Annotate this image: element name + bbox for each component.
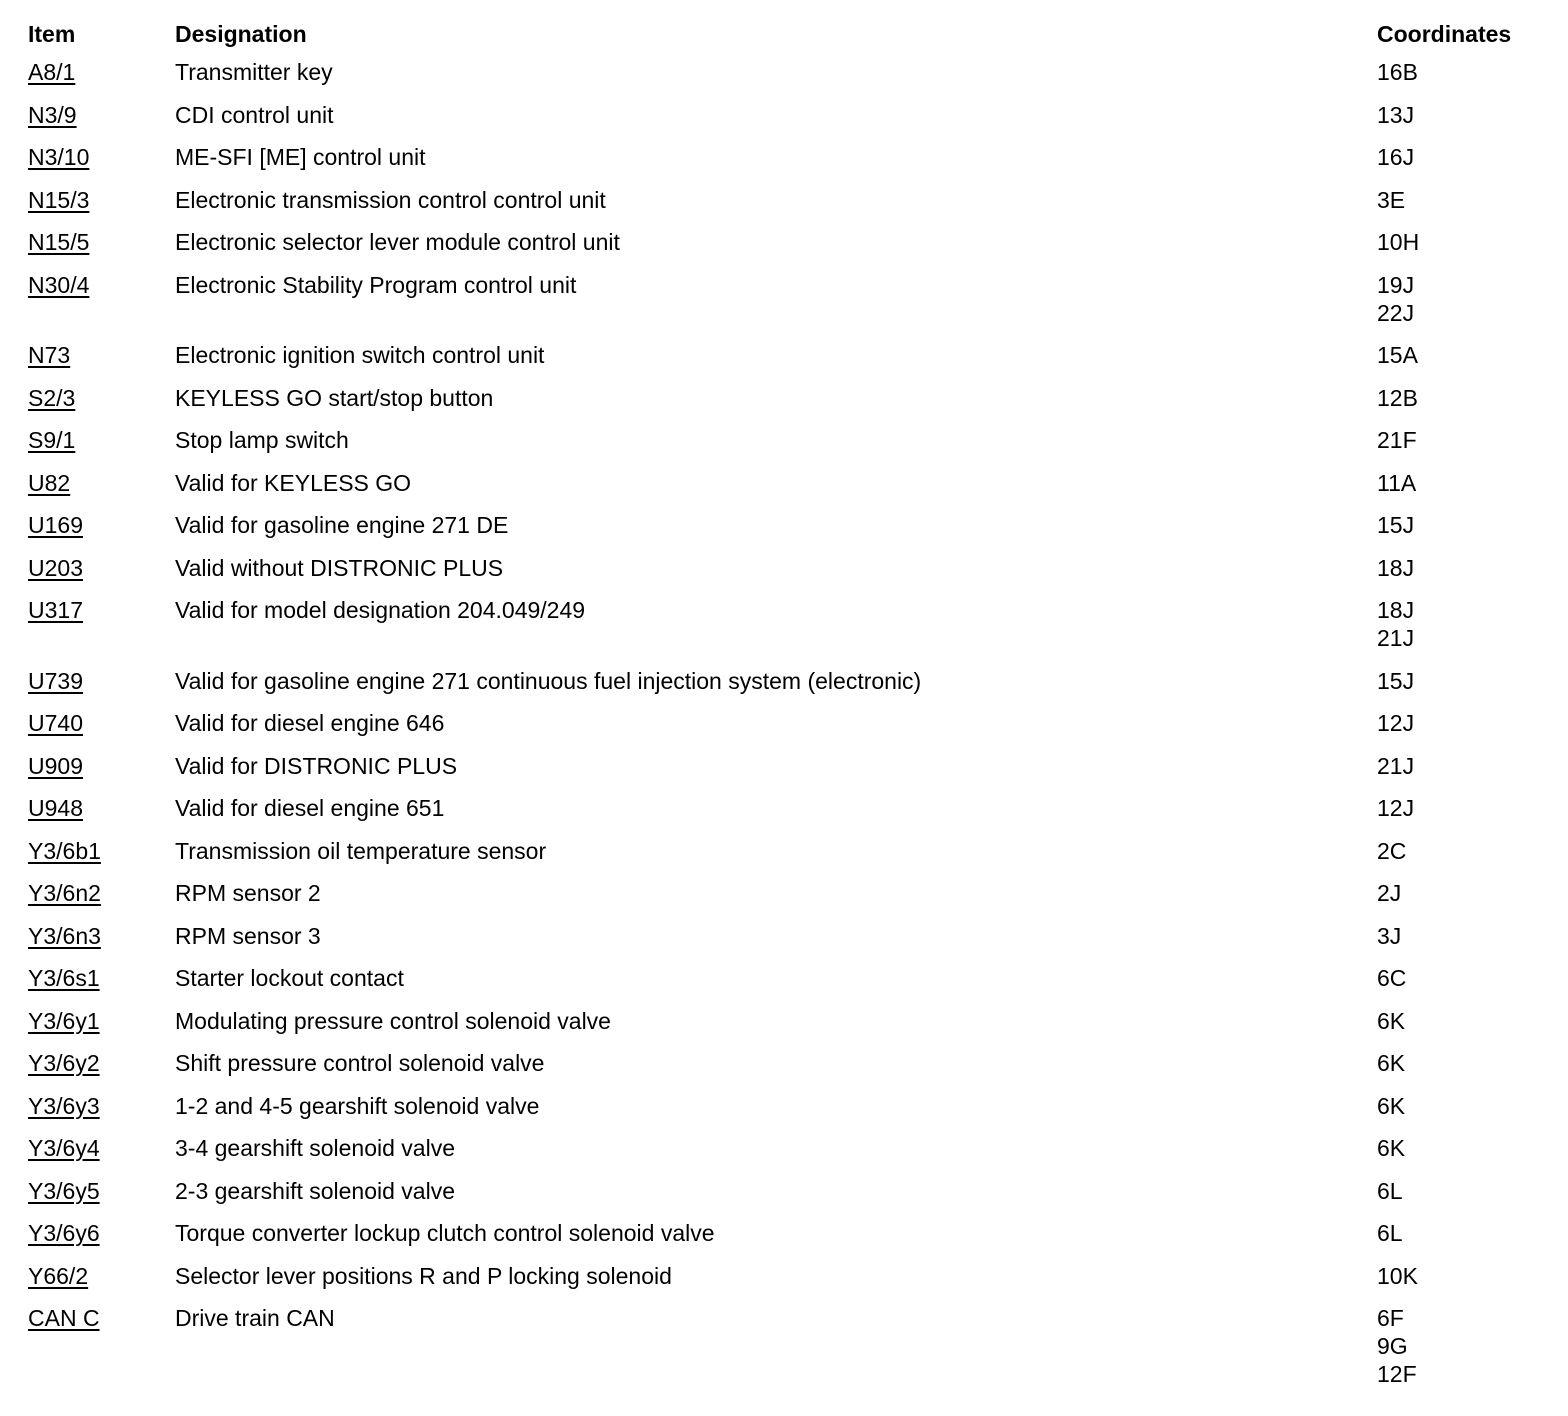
coordinates-cell xyxy=(1377,837,1548,865)
table-row xyxy=(28,999,1548,1042)
item-link[interactable]: Y3/6n2 xyxy=(28,880,101,906)
item-cell xyxy=(28,554,175,582)
item-cell xyxy=(28,271,175,299)
coordinate-value: 12J xyxy=(1377,710,1415,736)
table-row xyxy=(28,1126,1548,1169)
coordinate-value: 21F xyxy=(1377,427,1417,453)
coordinates-cell xyxy=(1377,1007,1548,1035)
coordinate-value: 15A xyxy=(1377,342,1418,368)
coordinates-cell xyxy=(1377,271,1548,327)
coordinates-cell xyxy=(1377,101,1548,129)
designation-cell: Valid for diesel engine 651 xyxy=(175,795,445,821)
designation-cell: Valid for diesel engine 646 xyxy=(175,710,445,736)
designation-cell: RPM sensor 3 xyxy=(175,922,321,949)
coordinates-cell xyxy=(1377,384,1548,412)
coordinates-cell xyxy=(1377,1304,1548,1388)
item-link[interactable]: S9/1 xyxy=(28,427,76,453)
item-link[interactable]: N15/3 xyxy=(28,186,90,213)
table-row xyxy=(28,333,1548,376)
coordinate-value: 18J xyxy=(1377,554,1415,581)
item-cell xyxy=(28,101,175,129)
coordinates-cell xyxy=(1377,667,1548,695)
coordinate-value: 3E xyxy=(1377,186,1406,213)
item-cell xyxy=(28,667,175,695)
coordinates-cell xyxy=(1377,922,1548,950)
item-link[interactable]: U317 xyxy=(28,597,83,623)
designation-cell: Transmitter key xyxy=(175,59,333,85)
table-row xyxy=(28,829,1548,872)
coordinate-value: 12F xyxy=(1377,1361,1417,1387)
coordinates-cell xyxy=(1377,1092,1548,1120)
table-row xyxy=(28,418,1548,461)
header-coordinates: Coordinates xyxy=(1377,20,1512,47)
item-link[interactable]: CAN C xyxy=(28,1305,100,1331)
designation-cell: Shift pressure control solenoid valve xyxy=(175,1050,545,1076)
coordinate-value: 15J xyxy=(1377,512,1415,538)
coordinates-cell xyxy=(1377,794,1548,822)
coordinates-cell xyxy=(1377,511,1548,539)
designation-cell: Valid for model designation 204.049/249 xyxy=(175,597,586,623)
designation-cell: Valid for gasoline engine 271 continuous fuel injection system (electronic) xyxy=(175,667,922,694)
item-cell xyxy=(28,879,175,907)
table-row xyxy=(28,50,1548,93)
item-cell xyxy=(28,1007,175,1035)
item-link[interactable]: Y3/6b1 xyxy=(28,837,101,864)
coordinate-value: 21J xyxy=(1377,625,1415,651)
item-link[interactable]: S2/3 xyxy=(28,384,76,411)
coordinate-value: 6K xyxy=(1377,1050,1406,1076)
coordinate-value: 6F xyxy=(1377,1305,1404,1331)
table-row xyxy=(28,1296,1548,1395)
table-row xyxy=(28,93,1548,136)
coordinate-value: 15J xyxy=(1377,667,1415,694)
item-link[interactable]: U203 xyxy=(28,554,83,581)
coordinate-value: 22J xyxy=(1377,299,1415,326)
coordinates-cell xyxy=(1377,1219,1548,1247)
item-cell xyxy=(28,709,175,737)
designation-cell: Selector lever positions R and P locking solenoid xyxy=(175,1262,672,1289)
designation-cell: Valid for gasoline engine 271 DE xyxy=(175,512,509,538)
item-cell xyxy=(28,426,175,454)
item-cell xyxy=(28,1092,175,1120)
item-cell xyxy=(28,1177,175,1205)
item-cell xyxy=(28,964,175,992)
designation-cell: Electronic ignition switch control unit xyxy=(175,342,545,368)
table-row xyxy=(28,659,1548,702)
table-row xyxy=(28,263,1548,334)
coordinate-value: 10K xyxy=(1377,1262,1418,1289)
coordinates-cell xyxy=(1377,341,1548,369)
item-link[interactable]: A8/1 xyxy=(28,59,76,85)
coordinate-value: 6K xyxy=(1377,1135,1406,1161)
coordinates-cell xyxy=(1377,596,1548,652)
designation-cell: Electronic Stability Program control unit xyxy=(175,271,577,298)
coordinate-value: 2J xyxy=(1377,880,1402,906)
designation-cell: Valid without DISTRONIC PLUS xyxy=(175,554,504,581)
item-link[interactable]: Y3/6y3 xyxy=(28,1092,100,1119)
item-link[interactable]: N15/5 xyxy=(28,229,90,255)
item-cell xyxy=(28,1134,175,1162)
table-row xyxy=(28,1084,1548,1127)
table-row xyxy=(28,701,1548,744)
item-link[interactable]: U739 xyxy=(28,667,83,694)
coordinate-value: 6K xyxy=(1377,1092,1406,1119)
table-row xyxy=(28,546,1548,589)
item-cell xyxy=(28,1304,175,1332)
designation-cell: Stop lamp switch xyxy=(175,427,349,453)
coordinate-value: 3J xyxy=(1377,922,1402,949)
item-cell xyxy=(28,752,175,780)
table-row xyxy=(28,461,1548,504)
table-row xyxy=(28,914,1548,957)
item-link[interactable]: U82 xyxy=(28,469,71,496)
coordinate-value: 6K xyxy=(1377,1007,1406,1034)
item-cell xyxy=(28,1049,175,1077)
coordinate-value: 13J xyxy=(1377,101,1415,128)
designation-cell: 1-2 and 4-5 gearshift solenoid valve xyxy=(175,1092,540,1119)
item-link[interactable]: Y3/6y2 xyxy=(28,1050,100,1076)
table-row xyxy=(28,1254,1548,1297)
item-link[interactable]: Y3/6y5 xyxy=(28,1177,100,1204)
table-row xyxy=(28,956,1548,999)
coordinates-cell xyxy=(1377,1134,1548,1162)
designation-cell: Electronic transmission control control unit xyxy=(175,186,606,213)
item-cell xyxy=(28,384,175,412)
legend-table xyxy=(28,18,1548,1395)
table-row xyxy=(28,1169,1548,1212)
coordinate-value: 19J xyxy=(1377,271,1415,298)
item-link[interactable]: U948 xyxy=(28,795,83,821)
coordinates-cell xyxy=(1377,879,1548,907)
table-row xyxy=(28,178,1548,221)
table-row xyxy=(28,376,1548,419)
item-link[interactable]: N30/4 xyxy=(28,271,90,298)
item-cell xyxy=(28,186,175,214)
header-item: Item xyxy=(28,20,76,47)
item-cell xyxy=(28,922,175,950)
table-row xyxy=(28,744,1548,787)
item-link[interactable]: N73 xyxy=(28,342,71,368)
coordinates-cell xyxy=(1377,554,1548,582)
table-row xyxy=(28,786,1548,829)
item-link[interactable]: Y3/6n3 xyxy=(28,922,101,949)
item-link[interactable]: U740 xyxy=(28,710,83,736)
coordinate-value: 10H xyxy=(1377,229,1420,255)
coordinates-cell xyxy=(1377,58,1548,86)
item-cell xyxy=(28,1262,175,1290)
designation-cell: 3-4 gearshift solenoid valve xyxy=(175,1135,455,1161)
coordinate-value: 18J xyxy=(1377,597,1415,623)
designation-cell: RPM sensor 2 xyxy=(175,880,321,906)
item-link[interactable]: U909 xyxy=(28,752,83,779)
item-cell xyxy=(28,143,175,171)
item-cell xyxy=(28,837,175,865)
coordinates-cell xyxy=(1377,1262,1548,1290)
designation-cell: 2-3 gearshift solenoid valve xyxy=(175,1177,455,1204)
coordinate-value: 6L xyxy=(1377,1177,1403,1204)
table-body xyxy=(28,50,1548,1395)
table-row xyxy=(28,1211,1548,1254)
coordinates-cell xyxy=(1377,186,1548,214)
designation-cell: Modulating pressure control solenoid valve xyxy=(175,1007,611,1034)
designation-cell: ME-SFI [ME] control unit xyxy=(175,144,426,170)
designation-cell: Transmission oil temperature sensor xyxy=(175,837,547,864)
item-cell xyxy=(28,228,175,256)
designation-cell: CDI control unit xyxy=(175,101,334,128)
designation-cell: Drive train CAN xyxy=(175,1305,335,1331)
item-link[interactable]: N3/10 xyxy=(28,144,90,170)
designation-cell: Electronic selector lever module control unit xyxy=(175,229,620,255)
item-link[interactable]: Y3/6y6 xyxy=(28,1220,100,1246)
header-designation: Designation xyxy=(175,20,307,47)
table-row xyxy=(28,588,1548,659)
coordinates-cell xyxy=(1377,469,1548,497)
table-row xyxy=(28,871,1548,914)
table-row xyxy=(28,220,1548,263)
coordinate-value: 16J xyxy=(1377,144,1415,170)
coordinate-value: 11A xyxy=(1377,469,1417,496)
coordinate-value: 6L xyxy=(1377,1220,1403,1246)
item-cell xyxy=(28,1219,175,1247)
item-cell xyxy=(28,596,175,624)
coordinate-value: 2C xyxy=(1377,837,1407,864)
designation-cell: Valid for KEYLESS GO xyxy=(175,469,412,496)
designation-cell: Starter lockout contact xyxy=(175,965,404,991)
table-header xyxy=(28,18,1548,50)
item-cell xyxy=(28,511,175,539)
item-link[interactable]: Y3/6s1 xyxy=(28,965,100,991)
designation-cell: Valid for DISTRONIC PLUS xyxy=(175,752,458,779)
designation-cell: Torque converter lockup clutch control solenoid valve xyxy=(175,1220,715,1246)
coordinates-cell xyxy=(1377,426,1548,454)
item-cell xyxy=(28,469,175,497)
coordinates-cell xyxy=(1377,964,1548,992)
item-link[interactable]: Y3/6y4 xyxy=(28,1135,100,1161)
coordinates-cell xyxy=(1377,143,1548,171)
coordinate-value: 12J xyxy=(1377,795,1415,821)
coordinate-value: 12B xyxy=(1377,384,1418,411)
coordinates-cell xyxy=(1377,1049,1548,1077)
table-row xyxy=(28,1041,1548,1084)
coordinates-cell xyxy=(1377,228,1548,256)
coordinate-value: 6C xyxy=(1377,965,1407,991)
table-row xyxy=(28,503,1548,546)
item-cell xyxy=(28,794,175,822)
coordinates-cell xyxy=(1377,709,1548,737)
coordinates-cell xyxy=(1377,752,1548,780)
coordinate-value: 16B xyxy=(1377,59,1418,85)
item-cell xyxy=(28,58,175,86)
coordinate-value: 9G xyxy=(1377,1333,1408,1359)
item-link[interactable]: Y3/6y1 xyxy=(28,1007,100,1034)
designation-cell: KEYLESS GO start/stop button xyxy=(175,384,494,411)
table-row xyxy=(28,135,1548,178)
item-link[interactable]: N3/9 xyxy=(28,101,77,128)
item-cell xyxy=(28,341,175,369)
item-link[interactable]: U169 xyxy=(28,512,83,538)
coordinates-cell xyxy=(1377,1177,1548,1205)
item-link[interactable]: Y66/2 xyxy=(28,1262,89,1289)
coordinate-value: 21J xyxy=(1377,752,1415,779)
